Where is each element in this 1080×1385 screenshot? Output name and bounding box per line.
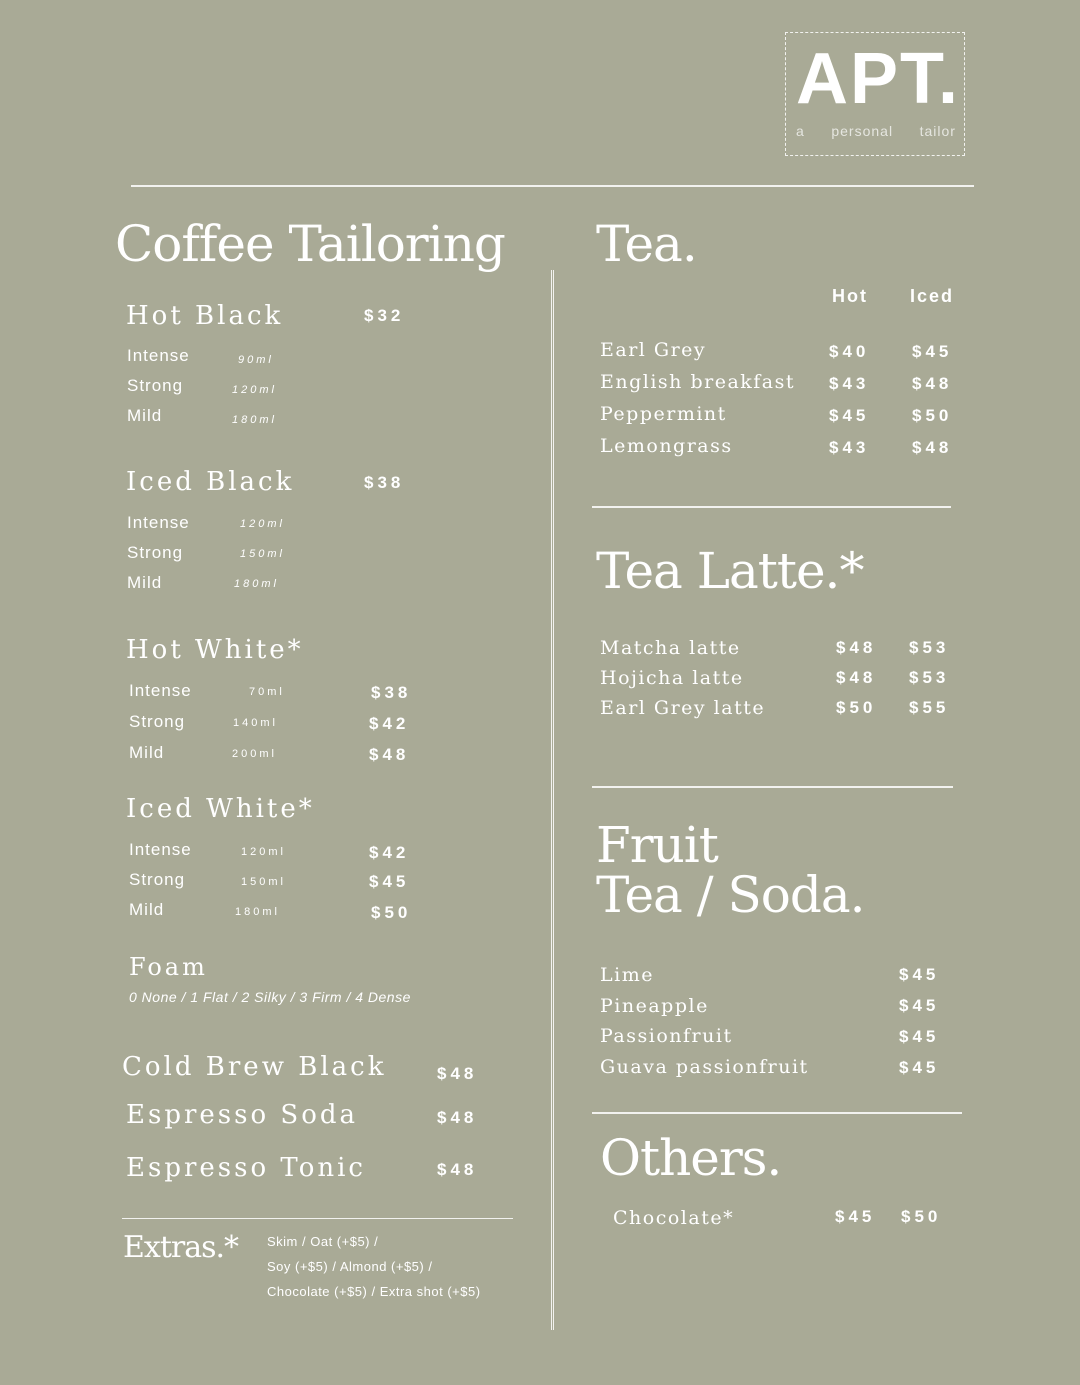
hot-white-intense-ml: 70ml: [249, 686, 285, 698]
hot-black-heading: Hot Black: [126, 301, 284, 331]
foam-heading: Foam: [129, 953, 208, 981]
hot-white-intense: Intense: [129, 681, 192, 700]
hot-white-strong: Strong: [129, 712, 186, 731]
iced-black-mild-ml: 180ml: [234, 578, 279, 590]
latte-earl-grey-iced: $55: [909, 698, 950, 717]
cold-brew-price: $48: [437, 1064, 478, 1083]
hot-white-mild-price: $48: [369, 745, 410, 764]
latte-hojicha-iced: $53: [909, 668, 950, 687]
cold-brew-heading: Cold Brew Black: [122, 1052, 387, 1082]
latte-matcha-hot: $48: [836, 638, 877, 657]
latte-hojicha-hot: $48: [836, 668, 877, 687]
iced-white-mild: Mild: [129, 900, 165, 919]
fruit-lime-price: $45: [899, 965, 940, 984]
tea-latte-title: Tea Latte.*: [596, 542, 864, 600]
espresso-soda-price: $48: [437, 1108, 478, 1127]
hot-black-mild-ml: 180ml: [232, 414, 277, 426]
hot-white-heading: Hot White*: [126, 635, 304, 665]
iced-black-intense-ml: 120ml: [240, 518, 285, 530]
hot-white-strong-price: $42: [369, 714, 410, 733]
fruit-pineapple-price: $45: [899, 996, 940, 1015]
iced-black-strong-ml: 150ml: [240, 548, 285, 560]
iced-white-mild-price: $50: [371, 903, 412, 922]
latte-divider: [592, 786, 953, 788]
latte-matcha-iced: $53: [909, 638, 950, 657]
logo-tag-personal: personal: [831, 123, 894, 139]
fruit-guava-passionfruit-price: $45: [899, 1058, 940, 1077]
tea-lemongrass-iced: $48: [912, 438, 953, 457]
hot-black-strong: Strong: [127, 376, 184, 395]
espresso-tonic-price: $48: [437, 1160, 478, 1179]
iced-white-strong: Strong: [129, 870, 186, 889]
iced-white-intense: Intense: [129, 840, 192, 859]
fruit-divider: [592, 1112, 962, 1114]
espresso-soda-heading: Espresso Soda: [126, 1100, 358, 1130]
tea-item-english-breakfast: English breakfast: [600, 371, 796, 393]
iced-black-heading: Iced Black: [126, 467, 295, 497]
tea-peppermint-iced: $50: [912, 406, 953, 425]
hot-black-intense: Intense: [127, 346, 190, 365]
tea-earl-grey-hot: $40: [829, 342, 870, 361]
fruit-item-pineapple: Pineapple: [600, 995, 709, 1017]
others-item-chocolate: Chocolate*: [613, 1207, 735, 1229]
tea-english-breakfast-hot: $43: [829, 374, 870, 393]
fruit-item-guava-passionfruit: Guava passionfruit: [600, 1056, 809, 1078]
tea-lemongrass-hot: $43: [829, 438, 870, 457]
tea-col-iced: Iced: [910, 286, 955, 306]
tea-item-peppermint: Peppermint: [600, 403, 727, 425]
fruit-item-lime: Lime: [600, 964, 654, 986]
tea-earl-grey-iced: $45: [912, 342, 953, 361]
fruit-title-line-2: Tea / Soda.: [596, 866, 865, 924]
logo-tagline: [796, 123, 956, 139]
column-divider: [551, 270, 554, 1330]
iced-black-price: $38: [364, 473, 405, 492]
fruit-passionfruit-price: $45: [899, 1027, 940, 1046]
others-title: Others.: [600, 1129, 782, 1187]
espresso-tonic-heading: Espresso Tonic: [126, 1153, 366, 1183]
logo: [785, 32, 965, 156]
latte-item-matcha: Matcha latte: [600, 637, 741, 659]
tea-title: Tea.: [596, 215, 697, 273]
latte-item-earl-grey: Earl Grey latte: [600, 697, 766, 719]
top-divider: [131, 185, 974, 187]
iced-white-intense-ml: 120ml: [241, 846, 286, 858]
tea-item-earl-grey: Earl Grey: [600, 339, 707, 361]
fruit-title: [596, 816, 865, 924]
extras-heading: Extras.*: [123, 1230, 239, 1265]
hot-black-strong-ml: 120ml: [232, 384, 277, 396]
hot-white-intense-price: $38: [371, 683, 412, 702]
iced-white-strong-ml: 150ml: [241, 876, 286, 888]
tea-divider: [592, 506, 951, 508]
extras-line-1: Skim / Oat (+$5) /: [267, 1234, 379, 1249]
hot-black-price: $32: [364, 306, 405, 325]
logo-tag-tailor: tailor: [919, 123, 956, 139]
iced-black-mild: Mild: [127, 573, 163, 592]
latte-item-hojicha: Hojicha latte: [600, 667, 744, 689]
extras-divider: [122, 1218, 513, 1219]
foam-options: 0 None / 1 Flat / 2 Silky / 3 Firm / 4 Dense: [129, 989, 411, 1005]
hot-white-strong-ml: 140ml: [233, 717, 278, 729]
iced-white-mild-ml: 180ml: [235, 906, 280, 918]
fruit-item-passionfruit: Passionfruit: [600, 1025, 733, 1047]
hot-black-mild: Mild: [127, 406, 163, 425]
tea-peppermint-hot: $45: [829, 406, 870, 425]
others-chocolate-iced: $50: [901, 1207, 942, 1226]
extras-options: [267, 1229, 481, 1304]
extras-line-3: Chocolate (+$5) / Extra shot (+$5): [267, 1284, 481, 1299]
iced-white-heading: Iced White*: [126, 794, 315, 824]
latte-earl-grey-hot: $50: [836, 698, 877, 717]
logo-tag-a: a: [796, 123, 805, 139]
tea-item-lemongrass: Lemongrass: [600, 435, 733, 457]
iced-black-strong: Strong: [127, 543, 184, 562]
tea-english-breakfast-iced: $48: [912, 374, 953, 393]
coffee-title: Coffee Tailoring: [115, 215, 505, 273]
hot-black-intense-ml: 90ml: [238, 354, 274, 366]
fruit-title-line-1: Fruit: [596, 816, 718, 874]
others-chocolate-hot: $45: [835, 1207, 876, 1226]
iced-white-intense-price: $42: [369, 843, 410, 862]
tea-col-hot: Hot: [832, 286, 868, 306]
hot-white-mild: Mild: [129, 743, 165, 762]
iced-white-strong-price: $45: [369, 872, 410, 891]
extras-line-2: Soy (+$5) / Almond (+$5) /: [267, 1259, 433, 1274]
iced-black-intense: Intense: [127, 513, 190, 532]
hot-white-mild-ml: 200ml: [232, 748, 277, 760]
logo-text: APT.: [796, 39, 961, 119]
